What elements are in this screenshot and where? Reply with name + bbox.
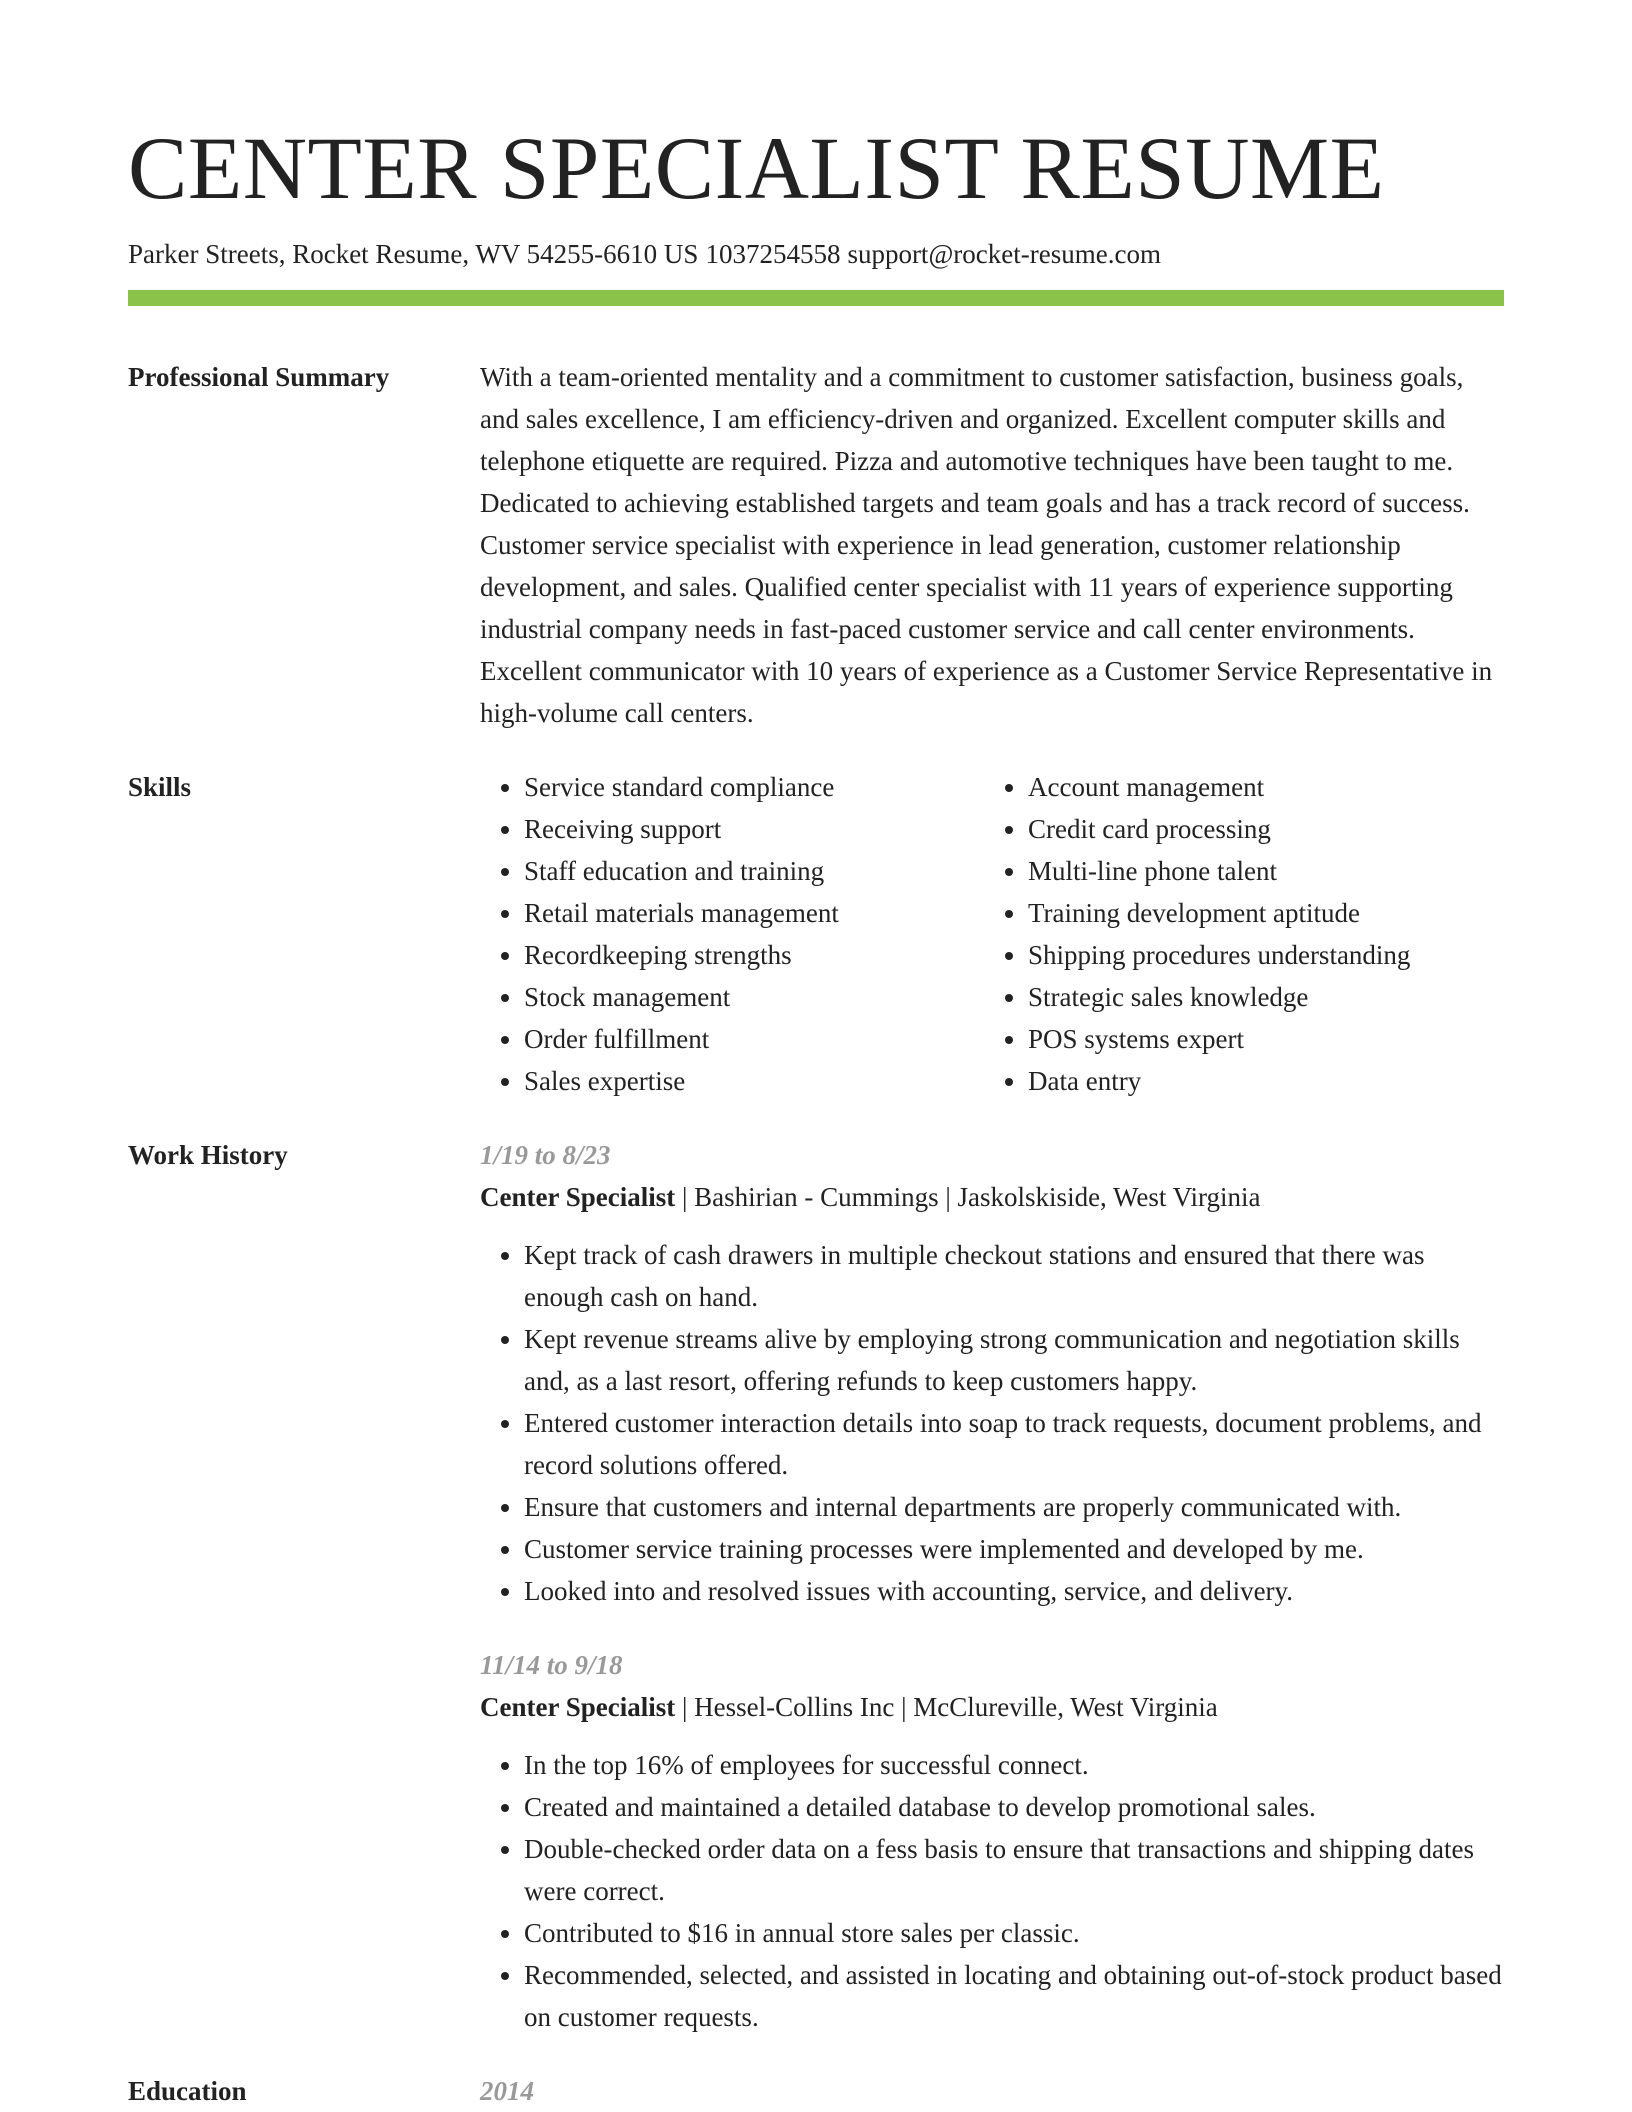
skill-item: • Stock management bbox=[524, 976, 984, 1018]
skill-item: • Credit card processing bbox=[1028, 808, 1488, 850]
work-history-section bbox=[128, 1134, 1504, 2038]
job-location: Jaskolskiside, West Virginia bbox=[957, 1182, 1261, 1212]
section-label-summary: Professional Summary bbox=[128, 362, 390, 392]
skills-column-right bbox=[984, 766, 1488, 1102]
skill-item: • Receiving support bbox=[524, 808, 984, 850]
skill-item: • Service standard compliance bbox=[524, 766, 984, 808]
phone: 1037254558 bbox=[705, 239, 841, 269]
job-bullet: • Contributed to $16 in annual store sales per classic. bbox=[524, 1912, 1504, 1954]
skill-item: • Recordkeeping strengths bbox=[524, 934, 984, 976]
job-bullets bbox=[480, 1234, 1504, 1612]
skills-list-left bbox=[480, 766, 984, 1102]
skill-item: • Multi-line phone talent bbox=[1028, 850, 1488, 892]
job-title: Center Specialist bbox=[480, 1182, 676, 1212]
email: support@rocket-resume.com bbox=[847, 239, 1161, 269]
job-bullet: • In the top 16% of employees for successful connect. bbox=[524, 1744, 1504, 1786]
summary-section bbox=[128, 356, 1504, 734]
skill-item: • Staff education and training bbox=[524, 850, 984, 892]
skills-list-right bbox=[984, 766, 1488, 1102]
job-heading bbox=[480, 1176, 1504, 1218]
job-entry bbox=[480, 1134, 1504, 1612]
skill-item: • POS systems expert bbox=[1028, 1018, 1488, 1060]
job-bullet: • Entered customer interaction details into soap to track requests, document problems, and record solutions offered. bbox=[524, 1402, 1504, 1486]
skill-item: • Shipping procedures understanding bbox=[1028, 934, 1488, 976]
section-label-work: Work History bbox=[128, 1140, 288, 1170]
job-company: Bashirian - Cummings bbox=[694, 1182, 939, 1212]
skill-item: • Sales expertise bbox=[524, 1060, 984, 1102]
job-bullet: • Double-checked order data on a fess basis to ensure that transactions and shipping dates were correct. bbox=[524, 1828, 1504, 1912]
job-location: McClureville, West Virginia bbox=[913, 1692, 1218, 1722]
job-dates: 1/19 to 8/23 bbox=[480, 1140, 611, 1170]
job-heading bbox=[480, 1686, 1504, 1728]
contact-line bbox=[128, 236, 1504, 272]
job-bullet: • Kept revenue streams alive by employing strong communication and negotiation skills and, as a last resort, offering refunds to keep customers happy. bbox=[524, 1318, 1504, 1402]
section-label-skills: Skills bbox=[128, 772, 192, 802]
education-dates: 2014 bbox=[480, 2076, 534, 2106]
skill-item: • Data entry bbox=[1028, 1060, 1488, 1102]
job-bullet: • Created and maintained a detailed database to develop promotional sales. bbox=[524, 1786, 1504, 1828]
summary-text: With a team-oriented mentality and a commitment to customer satisfaction, business goals, and sales excellence, I am efficiency-driven and organized. Excellent computer skills and telephone etiquette are required. Pizza and automotive techniques have been taught to me. Dedicated to achieving established targets and team goals and has a track record of success. Customer service specialist with experience in lead generation, customer relationship development, and sales. Qualified center specialist with 11 years of experience supporting industrial company needs in fast-paced customer service and call center environments. Excellent communicator with 10 years of experience as a Customer Service Representative in high-volume call centers. bbox=[480, 362, 1493, 728]
skills-section bbox=[128, 766, 1504, 1102]
skill-item: • Order fulfillment bbox=[524, 1018, 984, 1060]
skill-item: • Account management bbox=[1028, 766, 1488, 808]
job-company: Hessel-Collins Inc bbox=[694, 1692, 895, 1722]
address: Parker Streets, Rocket Resume, WV 54255-6610 US bbox=[128, 239, 699, 269]
job-bullet: • Recommended, selected, and assisted in locating and obtaining out-of-stock product based on customer requests. bbox=[524, 1954, 1504, 2038]
job-title: Center Specialist bbox=[480, 1692, 676, 1722]
skill-item: • Strategic sales knowledge bbox=[1028, 976, 1488, 1018]
job-bullet: • Ensure that customers and internal departments are properly communicated with. bbox=[524, 1486, 1504, 1528]
job-separator: | bbox=[681, 1182, 695, 1212]
job-bullet: • Customer service training processes were implemented and developed by me. bbox=[524, 1528, 1504, 1570]
skill-item: • Training development aptitude bbox=[1028, 892, 1488, 934]
skill-item: • Retail materials management bbox=[524, 892, 984, 934]
job-entry bbox=[480, 1644, 1504, 2038]
skills-column-left bbox=[480, 766, 984, 1102]
job-separator: | bbox=[945, 1182, 958, 1212]
resume-title: CENTER SPECIALIST RESUME bbox=[128, 120, 1385, 218]
job-bullet: • Looked into and resolved issues with accounting, service, and delivery. bbox=[524, 1570, 1504, 1612]
job-dates: 11/14 to 9/18 bbox=[480, 1650, 623, 1680]
education-section bbox=[128, 2070, 1504, 2112]
job-separator: | bbox=[681, 1692, 695, 1722]
job-bullet: • Kept track of cash drawers in multiple checkout stations and ensured that there was enough cash on hand. bbox=[524, 1234, 1504, 1318]
resume-page bbox=[128, 116, 1504, 2112]
section-label-education: Education bbox=[128, 2076, 247, 2106]
job-separator: | bbox=[901, 1692, 914, 1722]
job-bullets bbox=[480, 1744, 1504, 2038]
accent-divider bbox=[128, 290, 1504, 306]
